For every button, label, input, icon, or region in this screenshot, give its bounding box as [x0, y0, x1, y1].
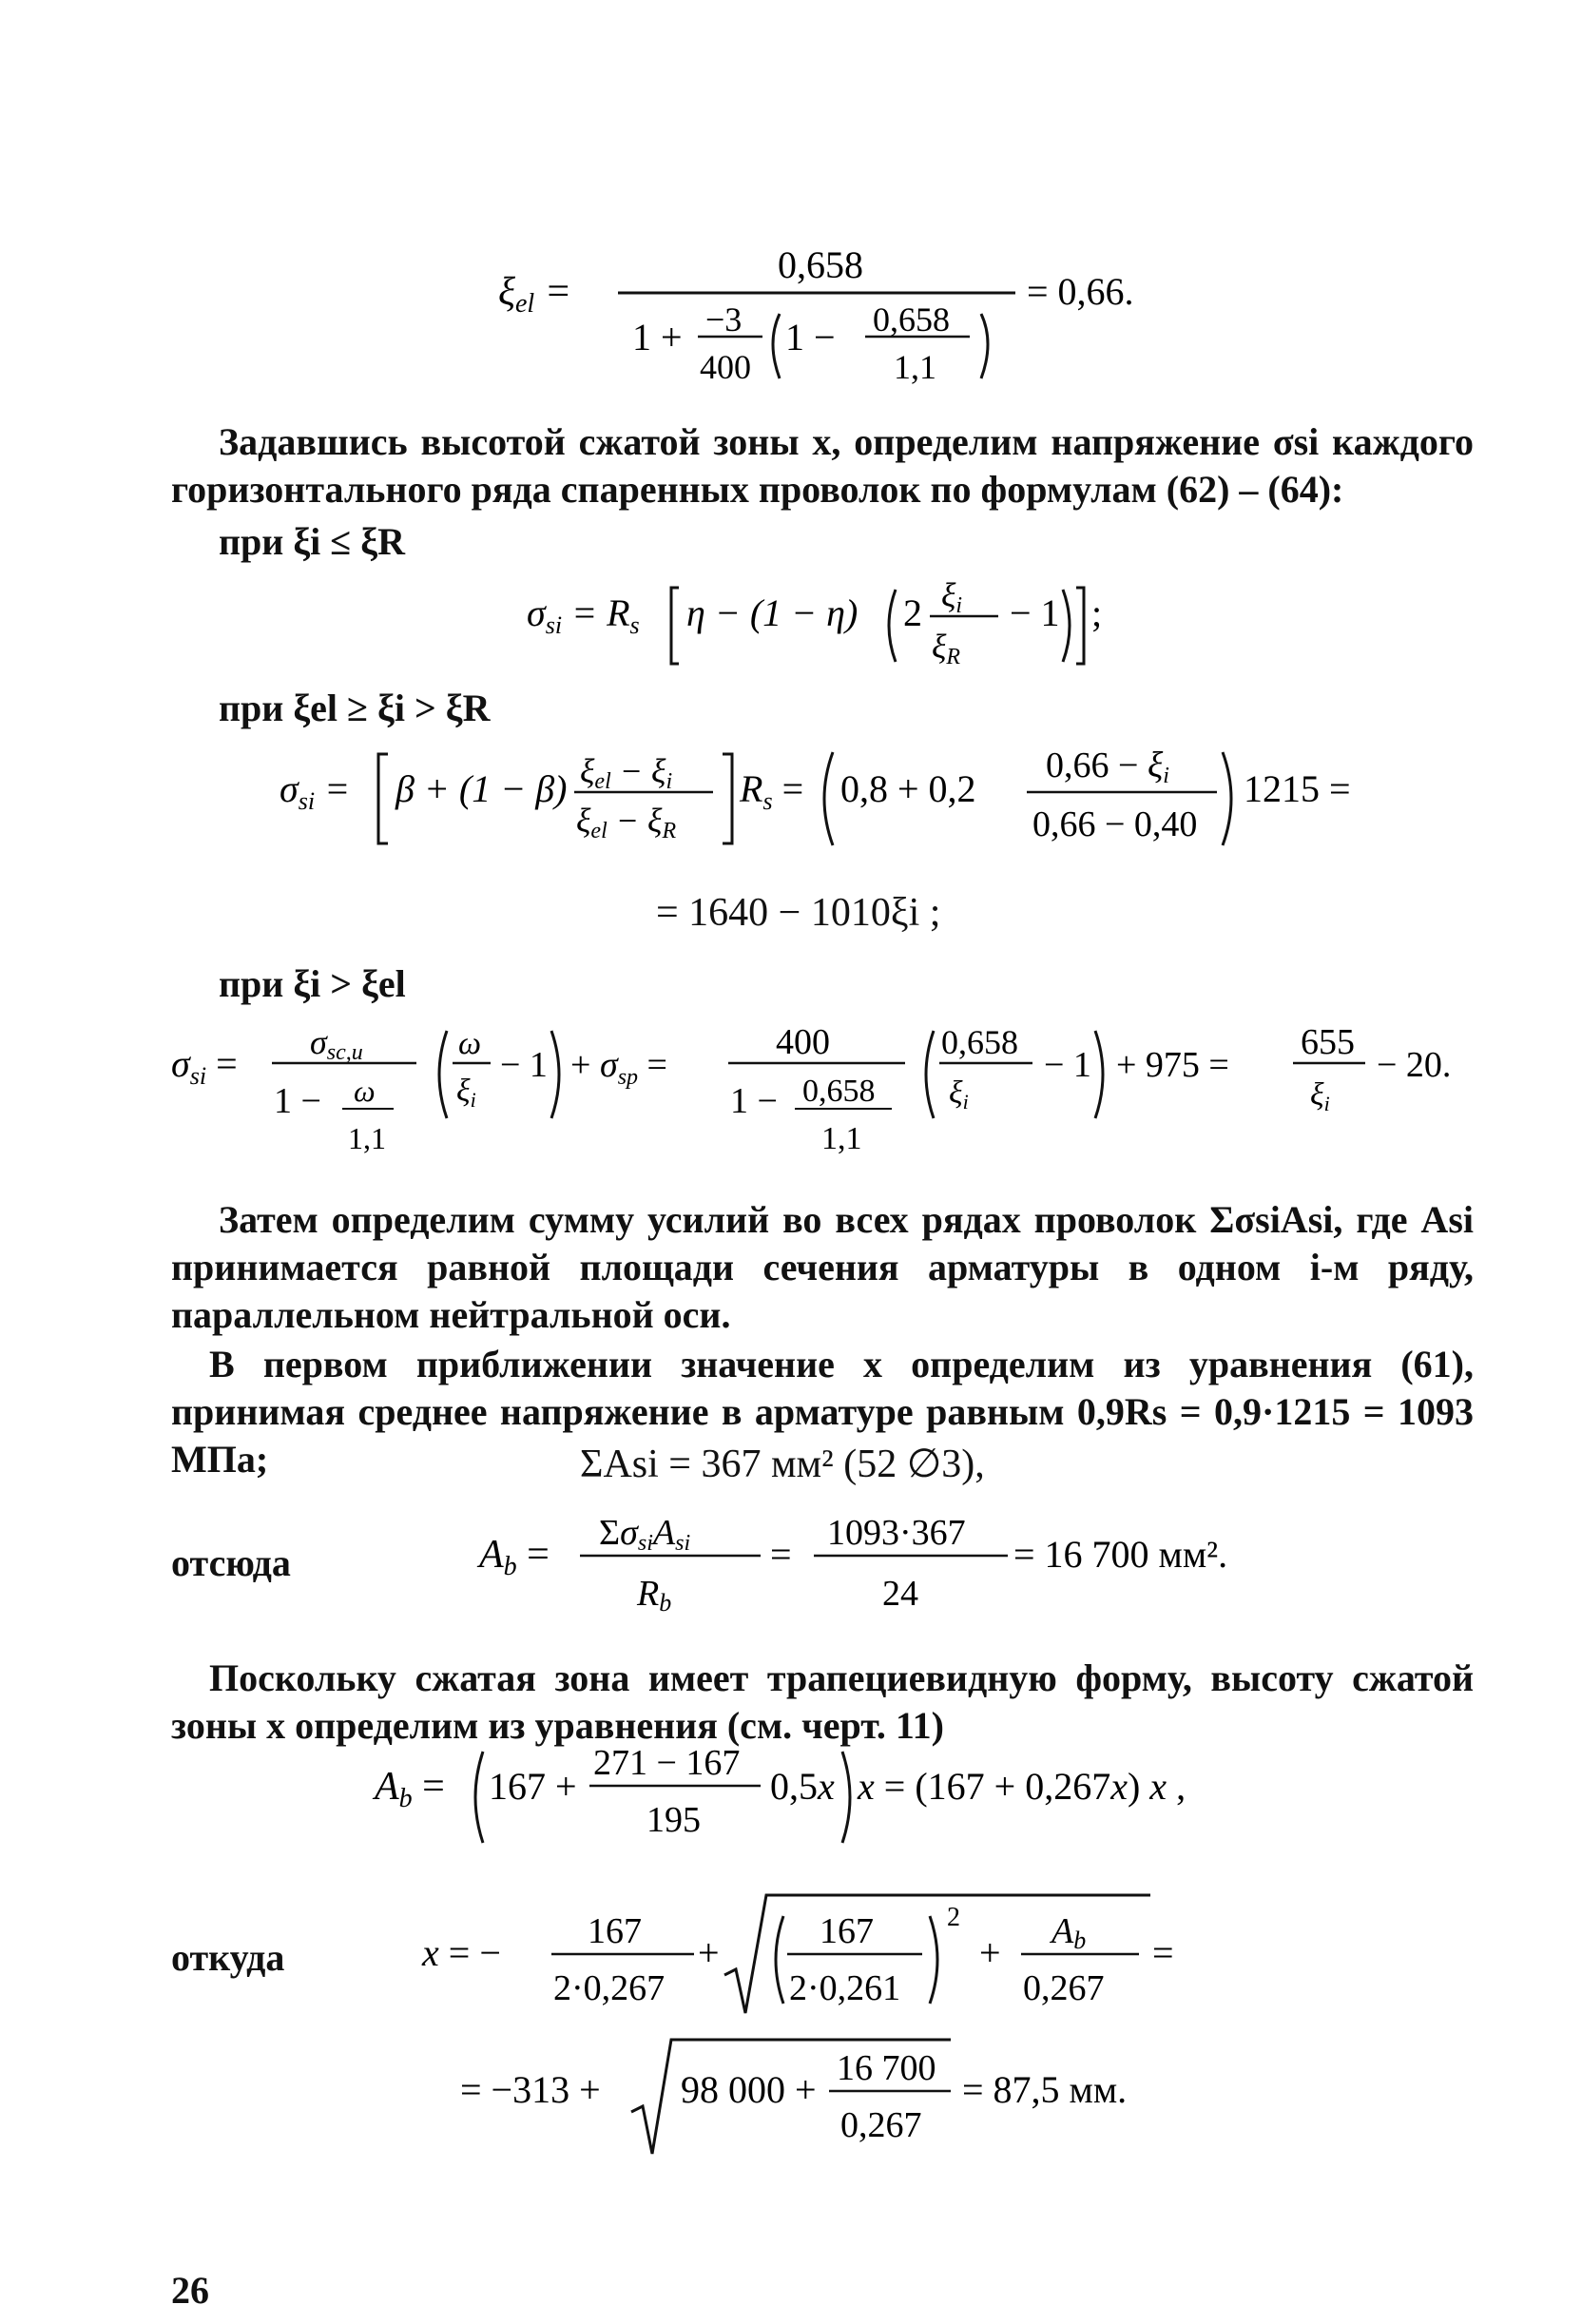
svg-text:2·0,261: 2·0,261	[789, 1968, 901, 2008]
paragraph-3: В первом приближении значение x определим из уравнения (61), принимая среднее напряжение в арматуре равным 0,9Rs = 0,9·1215 = 1093 МПа;	[171, 1343, 1474, 1481]
svg-text:=: =	[1152, 1931, 1174, 1974]
formula-sum-asi: ΣAsi = 367 мм² (52 ∅3),	[580, 1443, 985, 1486]
svg-text:ξel − ξR: ξel − ξR	[576, 802, 677, 843]
svg-text:0,66 − 0,40: 0,66 − 0,40	[1032, 804, 1198, 844]
svg-text:ω: ω	[458, 1026, 482, 1061]
svg-text:σsi =: $\sigma_{si}$ =	[280, 767, 351, 815]
svg-text:β + (1 − β): β + (1 − β)	[396, 767, 568, 810]
svg-text:= 0,66.: = 0,66.	[1027, 270, 1134, 313]
formula-ab	[475, 1502, 1331, 1626]
svg-text:1215 =: 1215 =	[1244, 767, 1351, 810]
svg-text:ω: ω	[354, 1074, 376, 1108]
svg-text:0,66 − ξi: 0,66 − ξi	[1046, 746, 1169, 788]
svg-text:ξi: ξi	[941, 576, 963, 618]
formula-trapezoid	[371, 1731, 1283, 1854]
svg-text:1,1: 1,1	[821, 1121, 862, 1156]
svg-text:Ab: Ab	[1051, 1911, 1087, 1954]
svg-text:24: 24	[882, 1574, 918, 1614]
svg-text:= −313 +: = −313 +	[460, 2068, 601, 2111]
svg-text:195: 195	[646, 1800, 701, 1840]
formula-sigma-1	[523, 571, 1207, 685]
svg-text:−3: −3	[705, 300, 743, 339]
svg-text:0,658: 0,658	[778, 243, 863, 286]
svg-text:ξi: ξi	[949, 1075, 969, 1114]
svg-text:− 1: − 1	[1010, 591, 1060, 634]
svg-text:− 1: − 1	[500, 1045, 548, 1085]
svg-text:σsi = Rs: $\sigma_{si} = R_s$	[527, 591, 640, 639]
svg-text:0,8 + 0,2: 0,8 + 0,2	[840, 767, 976, 810]
svg-text:η − (1 − η): η − (1 − η)	[686, 591, 859, 634]
svg-text:− 20.: − 20.	[1377, 1045, 1452, 1085]
svg-text:1 +: 1 +	[632, 316, 683, 358]
svg-text:Ab =: Ab =	[375, 1765, 445, 1813]
formula-sigma-3	[167, 1008, 1517, 1170]
svg-text:ΣσsiAsi: ΣσsiAsi	[599, 1513, 691, 1556]
svg-text:x = −: x = −	[422, 1931, 501, 1974]
svg-text:=: =	[770, 1533, 792, 1576]
svg-text:+: +	[979, 1931, 1001, 1974]
svg-text:167: 167	[820, 1911, 874, 1951]
svg-text:ξel − ξi: ξel − ξi	[580, 752, 673, 794]
formula-x2	[456, 2030, 1236, 2163]
paragraph-4: Поскольку сжатая зона имеет трапециевидную форму, высоту сжатой зоны x определим из уравнения (см. черт. 11)	[171, 1656, 1474, 1747]
svg-text:+ σsp =: + $\sigma_{sp}$ =	[570, 1045, 667, 1090]
svg-text:271 − 167: 271 − 167	[593, 1743, 741, 1783]
svg-text:1,1: 1,1	[348, 1121, 386, 1155]
svg-text:σsc,u: σsc,u	[310, 1023, 363, 1065]
svg-text:16 700: 16 700	[837, 2048, 936, 2088]
svg-text:0,267: 0,267	[1023, 1968, 1105, 2008]
svg-text:98 000 +: 98 000 +	[681, 2068, 817, 2111]
svg-text:= 87,5 мм.: = 87,5 мм.	[962, 2068, 1128, 2111]
svg-text:ξR: ξR	[932, 628, 961, 669]
svg-text:Rb: Rb	[637, 1574, 672, 1617]
svg-text:1,1: 1,1	[894, 348, 936, 386]
svg-text:x = (167 + 0,267x) x ,: x = (167 + 0,267x) x ,	[858, 1765, 1186, 1808]
svg-text:0,267: 0,267	[840, 2105, 922, 2145]
condition-1: при ξi ≤ ξR	[219, 520, 405, 563]
formula-x	[418, 1888, 1274, 2021]
svg-text:2: 2	[903, 591, 922, 634]
svg-text:2·0,267: 2·0,267	[553, 1968, 666, 2008]
paragraph-1: Задавшись высотой сжатой зоны x, определим напряжение σsi каждого горизонтального ряда спаренных проволок по формулам (62) – (64):	[171, 420, 1474, 511]
svg-text:167: 167	[588, 1911, 642, 1951]
svg-text:167 +: 167 +	[489, 1765, 577, 1808]
svg-text:;: ;	[1091, 591, 1103, 634]
page-number: 26	[171, 2269, 209, 2312]
svg-text:400: 400	[700, 348, 751, 386]
condition-2: при ξel ≥ ξi > ξR	[219, 687, 491, 729]
formula-xi-el	[494, 238, 1160, 399]
svg-text:σsi =: $\sigma_{si}$ =	[171, 1042, 238, 1090]
svg-text:− 1: − 1	[1044, 1045, 1091, 1085]
svg-text:655: 655	[1301, 1022, 1355, 1062]
svg-text:0,658: 0,658	[873, 300, 950, 339]
label-otsyuda: отсюда	[171, 1541, 291, 1584]
svg-text:0,658: 0,658	[802, 1074, 876, 1109]
formula-sigma-2b: = 1640 − 1010ξi ;	[656, 891, 941, 935]
svg-text:ξi: ξi	[1310, 1077, 1330, 1115]
svg-text:0,5x: 0,5x	[770, 1765, 835, 1808]
svg-text:2: 2	[947, 1903, 960, 1932]
paragraph-2: Затем определим сумму усилий во всех рядах проволок ΣσsiAsi, где Asi принимается равной площади сечения арматуры в одном i-м ряду, параллельном нейтральной оси.	[171, 1198, 1474, 1336]
svg-text:1 −: 1 −	[785, 316, 836, 358]
svg-text:1 −: 1 −	[274, 1081, 321, 1121]
svg-text:+: +	[698, 1931, 720, 1974]
svg-text:ξel =: ξel =	[498, 270, 572, 319]
svg-text:ξi: ξi	[456, 1074, 476, 1112]
condition-3: при ξi > ξel	[219, 962, 406, 1005]
svg-text:1 −: 1 −	[730, 1081, 778, 1121]
label-otkuda: откуда	[171, 1936, 285, 1979]
svg-text:= 16 700 мм².: = 16 700 мм².	[1013, 1533, 1228, 1576]
svg-text:Rs =: $R_s$ =	[740, 767, 804, 815]
svg-text:1093·367: 1093·367	[827, 1513, 966, 1553]
formula-sigma-2	[276, 737, 1417, 861]
svg-text:0,658: 0,658	[941, 1023, 1018, 1061]
svg-text:400: 400	[776, 1022, 830, 1062]
svg-text:Ab =: Ab =	[479, 1533, 550, 1581]
svg-text:+ 975 =: + 975 =	[1116, 1045, 1229, 1085]
